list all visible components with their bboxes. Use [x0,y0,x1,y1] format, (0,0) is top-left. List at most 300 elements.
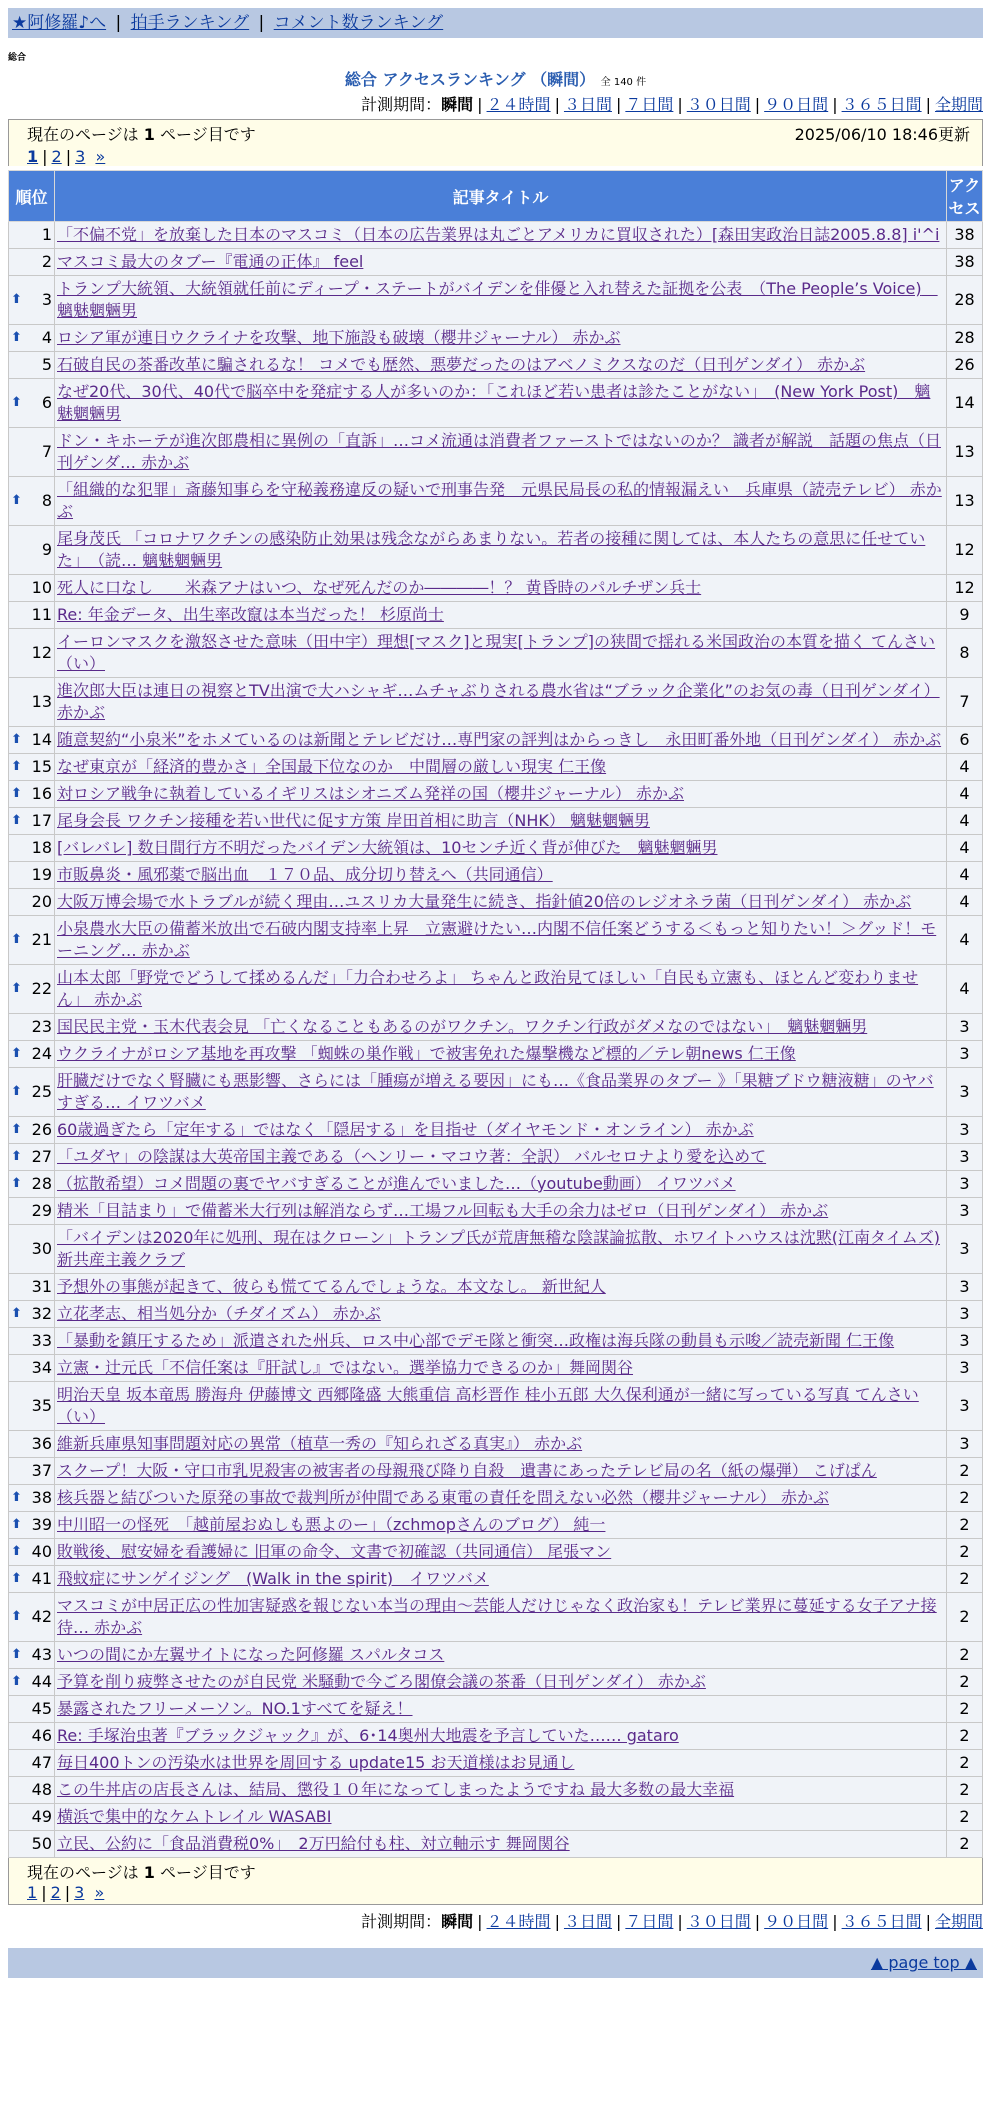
rank-number: 48 [31,1780,52,1799]
access-count: 4 [947,808,983,835]
rank-number: 45 [31,1699,52,1718]
rank-up-arrow-icon: ⬆ [11,1544,22,1559]
article-link[interactable]: 肝臓だけでなく腎臓にも悪影響、さらには「腫瘍が増える要因」にも…《食品業界のタブー 》「果糖ブドウ糖液糖」のヤバすぎる… イワツバメ [57,1071,934,1112]
title-cell [55,1117,947,1144]
period-link[interactable]: ３６５日間 [841,1912,922,1931]
rank-cell [9,276,55,325]
table-row [9,889,983,916]
rank-cell [9,1068,55,1117]
rank-cell [9,249,55,276]
comment-ranking-link[interactable]: コメント数ランキング [273,13,444,33]
article-link[interactable]: いつの間にか左翼サイトになった阿修羅 スパルタコス [57,1645,445,1664]
page-top-bar [8,1948,983,1978]
article-link[interactable]: トランプ大統領、大統領就任前にディープ・ステートがバイデンを俳優と入れ替えた証拠を公表 （The People’s Voice) 魑魅魍魎男 [57,279,938,320]
article-link[interactable]: 維新兵庫県知事問題対応の異常（植草一秀の『知られざる真実』） 赤かぶ [57,1434,583,1453]
article-link[interactable]: 「組織的な犯罪」斎藤知事らを守秘義務違反の疑いで刑事告発 元県民局長の私的情報漏えい 兵庫県（読売テレビ） 赤かぶ [57,480,942,521]
rank-number: 17 [31,811,52,830]
rank-cell [9,1777,55,1804]
table-row [9,1274,983,1301]
title-cell [55,222,947,249]
clap-ranking-link[interactable]: 拍手ランキング [130,13,250,33]
rank-number: 31 [31,1277,52,1296]
access-count: 3 [947,1014,983,1041]
rank-number: 41 [31,1569,52,1588]
table-row [9,1014,983,1041]
article-link[interactable]: 予算を削り疲弊させたのが自民党 米騒動で今ごろ閣僚会議の茶番（日刊ゲンダイ） 赤かぶ [57,1672,706,1691]
table-row [9,1512,983,1539]
page-top-link[interactable]: ▲ page top ▲ [870,1953,977,1972]
rank-cell [9,1382,55,1431]
title-cell [55,965,947,1014]
period-link[interactable]: 全期間 [934,95,983,114]
rank-cell [9,222,55,249]
page-separator: | [41,1883,47,1902]
rank-cell [9,477,55,526]
table-row [9,1669,983,1696]
rank-cell [9,1014,55,1041]
article-link[interactable]: マスコミ最大のタブー『電通の正体』 feel [57,252,364,271]
article-link[interactable]: 死人に口なし 米森アナはいつ、なぜ死んだのか――――！？ 黄昏時のパルチザン兵士 [57,578,702,597]
title-cell [55,477,947,526]
table-row [9,526,983,575]
table-row [9,835,983,862]
article-link[interactable]: 市販鼻炎・風邪薬で脳出血 １７０品、成分切り替えへ（共同通信） [57,865,553,884]
access-count: 2 [947,1777,983,1804]
access-count: 3 [947,1301,983,1328]
page-link[interactable]: 2 [50,1883,61,1902]
rank-number: 9 [41,540,52,559]
title-cell [55,1198,947,1225]
rank-up-arrow-icon: ⬆ [11,1517,22,1532]
title-cell [55,276,947,325]
title-cell [55,1777,947,1804]
table-row [9,1777,983,1804]
title-cell [55,781,947,808]
title-cell [55,1041,947,1068]
article-link[interactable]: 精米「目詰まり」で備蓄米大行列は解消ならず…工場フル回転も大手の余力はゼロ（日刊ゲンダイ） 赤かぶ [57,1201,829,1220]
access-count: 2 [947,1485,983,1512]
page-link[interactable]: 2 [51,147,62,166]
pagination-top [27,147,970,166]
table-row [9,1225,983,1274]
access-count: 4 [947,965,983,1014]
table-row [9,1750,983,1777]
article-link[interactable]: イーロンマスクを激怒させた意味（田中宇）理想[マスク]と現実[トランプ]の狭間で揺れる米国政治の本質を描く てんさい（い） [57,632,936,673]
rank-number: 11 [31,605,52,624]
rank-cell [9,678,55,727]
access-count: 3 [947,1328,983,1355]
rank-cell [9,1696,55,1723]
article-link[interactable]: ウクライナがロシア基地を再攻撃 「蜘蛛の巣作戦」で被害免れた爆撃機など標的／テレ朝news 仁王像 [57,1044,796,1063]
access-count: 12 [947,575,983,602]
article-link[interactable]: 立花孝志、相当処分か（チダイズム） 赤かぶ [57,1304,381,1323]
period-link[interactable]: ３日間 [563,1912,612,1931]
access-count: 4 [947,781,983,808]
article-link[interactable]: 尾身会長 ワクチン接種を若い世代に促す方策 岸田首相に助言（NHK） 魑魅魍魎男 [57,811,650,830]
period-separator: | [477,95,483,114]
next-page-link[interactable]: » [94,1883,105,1902]
rank-cell [9,1831,55,1858]
rank-number: 43 [31,1645,52,1664]
updated-timestamp: 2025/06/10 18:46更新 [794,125,970,144]
article-link[interactable]: 「不偏不党」を放棄した日本のマスコミ（日本の広告業界は丸ごとアメリカに買収された）[森田実政治日誌2005.8.8] i'^i [57,225,940,244]
rank-number: 42 [31,1607,52,1626]
article-link[interactable]: 予想外の事態が起きて、彼らも慌ててるんでしょうな。本文なし。 新世紀人 [57,1277,606,1296]
current-page-text: 現在のページは 1 ページ目です [27,125,256,144]
rank-cell [9,629,55,678]
article-link[interactable]: 立憲・辻元氏「不信任案は『肝試し』ではない。選挙協力できるのか」舞岡関谷 [57,1358,634,1377]
page-link[interactable]: 3 [74,1883,85,1902]
access-count: 3 [947,1144,983,1171]
rank-number: 46 [31,1726,52,1745]
title-cell [55,1144,947,1171]
rank-up-arrow-icon: ⬆ [11,786,22,801]
rank-number: 12 [31,643,52,662]
rank-number: 16 [31,784,52,803]
table-row [9,1041,983,1068]
article-link[interactable]: 進次郎大臣は連日の視察とTV出演で大ハシャギ…ムチャぶりされる農水省は“ブラック企業化”のお気の毒（日刊ゲンダイ） 赤かぶ [57,681,940,722]
rank-up-arrow-icon: ⬆ [11,395,22,410]
access-count: 4 [947,916,983,965]
title-cell [55,1669,947,1696]
article-link[interactable]: スクープ！大阪・守口市乳児殺害の被害者の母親飛び降り自殺 遺書にあったテレビ局の名（紙の爆弾） こげぱん [57,1461,877,1480]
table-row [9,916,983,965]
table-row [9,276,983,325]
rank-number: 44 [31,1672,52,1691]
title-cell [55,325,947,352]
article-link[interactable]: Re: 年金データ、出生率改竄は本当だった！ 杉原尚士 [57,605,444,624]
period-separator: | [754,1912,761,1931]
rank-up-arrow-icon: ⬆ [11,330,22,345]
access-count: 3 [947,1068,983,1117]
article-link[interactable]: 明治天皇 坂本竜馬 勝海舟 伊藤博文 西郷隆盛 大熊重信 高杉晋作 桂小五郎 大久保利通が一緒に写っている写真 てんさい（い） [57,1385,919,1426]
period-separator: | [677,95,683,114]
page-separator: | [64,1883,71,1902]
title-cell [55,808,947,835]
rank-up-arrow-icon: ⬆ [11,1490,22,1505]
rank-cell [9,1225,55,1274]
rank-cell [9,862,55,889]
table-header-row [9,171,983,222]
period-link[interactable]: ３０日間 [686,1912,751,1931]
period-link[interactable]: ９０日間 [764,95,829,114]
title-cell [55,1355,947,1382]
rank-number: 37 [31,1461,52,1480]
title-cell [55,1382,947,1431]
rank-cell [9,1041,55,1068]
period-current: 瞬間 [441,1912,474,1931]
rank-number: 38 [31,1488,52,1507]
article-link[interactable]: なぜ東京が「経済的豊かさ」全国最下位なのか 中間層の厳しい現実 仁王像 [57,757,607,776]
article-link[interactable]: 暴露されたフリーメーソン。NO.1すべてを疑え！ [57,1699,413,1718]
rank-up-arrow-icon: ⬆ [11,1647,22,1662]
period-separator: | [925,1912,931,1931]
access-count: 2 [947,1593,983,1642]
title-cell [55,602,947,629]
title-cell [55,1328,947,1355]
rank-number: 34 [31,1358,52,1377]
access-count: 9 [947,602,983,629]
table-row [9,1382,983,1431]
period-link[interactable]: ３０日間 [686,95,751,114]
rank-cell [9,1750,55,1777]
title-cell [55,1301,947,1328]
rank-up-arrow-icon: ⬆ [11,1149,22,1164]
rank-number: 50 [31,1834,52,1853]
article-link[interactable]: この牛丼店の店長さんは、結局、懲役１０年になってしまったようですね 最大多数の最大幸福 [57,1780,735,1799]
access-count: 3 [947,1171,983,1198]
page-info-bottom [8,1858,983,1905]
article-link[interactable]: 敗戦後、慰安婦を看護婦に 旧軍の命令、文書で初確認（共同通信） 尾張マン [57,1542,612,1561]
period-link[interactable]: ３６５日間 [841,95,922,114]
rank-up-arrow-icon: ⬆ [11,493,22,508]
table-row [9,602,983,629]
access-count: 2 [947,1512,983,1539]
period-link[interactable]: ２４時間 [486,95,551,114]
article-link[interactable]: 毎日400トンの汚染水は世界を周回する update15 お天道様はお見通し [57,1753,575,1772]
period-separator: | [615,1912,622,1931]
table-row [9,1723,983,1750]
rank-cell [9,1431,55,1458]
rank-up-arrow-icon: ⬆ [11,981,22,996]
access-count: 4 [947,862,983,889]
access-count: 12 [947,526,983,575]
article-link[interactable]: 横浜で集中的なケムトレイル WASABI [57,1807,332,1826]
table-row [9,1593,983,1642]
access-count: 26 [947,352,983,379]
access-count: 2 [947,1458,983,1485]
period-separator: | [754,95,761,114]
table-row [9,965,983,1014]
rank-number: 3 [41,290,52,309]
rank-cell [9,325,55,352]
period-separator: | [925,95,931,114]
article-link[interactable]: 「暴動を鎮圧するため」派遣された州兵、ロス中心部でデモ隊と衝突…政権は海兵隊の動員も示唆／読売新聞 仁王像 [57,1331,895,1350]
rank-number: 15 [31,757,52,776]
table-row [9,249,983,276]
rank-up-arrow-icon: ⬆ [11,1609,22,1624]
access-count: 2 [947,1669,983,1696]
title-header: 記事タイトル [55,171,947,222]
period-link[interactable]: ７日間 [625,1912,674,1931]
rank-cell [9,1301,55,1328]
rank-up-arrow-icon: ⬆ [11,292,22,307]
access-count: 13 [947,428,983,477]
article-link[interactable]: Re: 手塚治虫著『ブラックジャック』が、6･14奥州大地震を予言していた…… gataro [57,1726,679,1745]
title-cell [55,1431,947,1458]
title-cell [55,629,947,678]
rank-cell [9,1328,55,1355]
rank-cell [9,428,55,477]
period-label: 計測期間： [361,95,442,114]
title-cell [55,1225,947,1274]
article-link[interactable]: 「ユダヤ」の陰謀は大英帝国主義である（ヘンリー・マコウ著：全訳） バルセロナより愛を込めて [57,1147,767,1166]
rank-number: 24 [31,1044,52,1063]
title-cell [55,1750,947,1777]
title-cell [55,1171,947,1198]
table-row [9,808,983,835]
access-count: 28 [947,325,983,352]
rank-cell [9,808,55,835]
period-separator: | [677,1912,683,1931]
title-cell [55,1723,947,1750]
period-link[interactable]: ７日間 [625,95,674,114]
rank-number: 40 [31,1542,52,1561]
title-cell [55,1566,947,1593]
ranking-title: 総合 アクセスランキング （瞬間） [344,70,596,89]
article-link[interactable]: 小泉農水大臣の備蓄米放出で石破内閣支持率上昇 立憲避けたい…内閣不信任案どうする＜もっと知りたい！＞グッド！モーニング… 赤かぶ [57,919,937,960]
period-separator: | [832,1912,838,1931]
access-count: 3 [947,1382,983,1431]
article-link[interactable]: 尾身茂氏 「コロナワクチンの感染防止効果は残念ながらあまりない。若者の接種に関しては、本人たちの意思に任せていた」 （読… 魑魅魍魎男 [57,529,926,570]
rank-cell [9,1171,55,1198]
article-link[interactable]: 60歳過ぎたら「定年する」ではなく「隠居する」を目指せ（ダイヤモンド・オンライン） 赤かぶ [57,1120,754,1139]
period-separator: | [615,95,622,114]
rank-up-arrow-icon: ⬆ [11,1122,22,1137]
article-link[interactable]: 大阪万博会場で水トラブルが続く理由…ユスリカ大量発生に続き、指針値20倍のレジオネラ菌（日刊ゲンダイ） 赤かぶ [57,892,912,911]
period-separator: | [477,1912,483,1931]
article-link[interactable]: 対ロシア戦争に執着しているイギリスはシオニズム発祥の国（櫻井ジャーナル） 赤かぶ [57,784,685,803]
rank-cell [9,965,55,1014]
rank-cell [9,352,55,379]
title-cell [55,1485,947,1512]
title-cell [55,1539,947,1566]
article-link[interactable]: ドン・キホーテが進次郎農相に異例の「直訴」…コメ流通は消費者ファーストではないのか？ 識者が解説 話題の焦点（日刊ゲンダ… 赤かぶ [57,431,941,472]
access-count: 38 [947,249,983,276]
rank-up-arrow-icon: ⬆ [11,1571,22,1586]
rank-cell [9,1458,55,1485]
rank-cell [9,1512,55,1539]
article-link[interactable]: 立民、公約に「食品消費税0%」 2万円給付も柱、対立軸示す 舞岡関谷 [57,1834,570,1853]
nav-separator: | [258,13,265,33]
table-row [9,1696,983,1723]
table-row [9,1117,983,1144]
article-link[interactable]: なぜ20代、30代、40代で脳卒中を発症する人が多いのか：「これほど若い患者は診たことがない」 (New York Post) 魑魅魍魎男 [57,382,931,423]
article-link[interactable]: （拡散希望）コメ問題の裏でヤバすぎることが進んでいました…（youtube動画） イワツバメ [57,1174,736,1193]
article-link[interactable]: 核兵器と結びついた原発の事故で裁判所が仲間である東電の責任を問えない必然（櫻井ジャーナル） 赤かぶ [57,1488,829,1507]
title-cell [55,889,947,916]
article-link[interactable]: 石破自民の茶番改革に騙されるな！ コメでも歴然、悪夢だったのはアベノミクスなのだ（日刊ゲンダイ） 赤かぶ [57,355,866,374]
rank-cell [9,916,55,965]
period-link[interactable]: ３日間 [563,95,612,114]
rank-number: 23 [31,1017,52,1036]
page-link[interactable]: 1 [27,147,39,166]
rank-number: 36 [31,1434,52,1453]
rank-cell [9,1274,55,1301]
title-cell [55,727,947,754]
table-row [9,1068,983,1117]
table-row [9,727,983,754]
title-cell [55,1274,947,1301]
title-cell [55,526,947,575]
access-count: 2 [947,1566,983,1593]
period-label: 計測期間： [361,1912,442,1931]
access-count: 38 [947,222,983,249]
article-link[interactable]: 山本太郎「野党でどうして揉めるんだ」「力合わせろよ」 ちゃんと政治見てほしい「自民も立憲も、ほとんど変わりません」 赤かぶ [57,968,919,1009]
table-row [9,754,983,781]
rank-cell [9,1539,55,1566]
page-link[interactable]: 3 [75,147,86,166]
article-link[interactable]: [バレバレ] 数日間行方不明だったバイデン大統領は、10センチ近く背が伸びた 魑魅魍魎男 [57,838,718,857]
rank-up-arrow-icon: ⬆ [11,1084,22,1099]
access-count: 3 [947,1041,983,1068]
ranking-table [8,170,983,1858]
rank-up-arrow-icon: ⬆ [11,1674,22,1689]
home-link[interactable]: ★阿修羅♪へ [12,13,107,33]
article-link[interactable]: マスコミが中居正広の性加害疑惑を報じない本当の理由～芸能人だけじゃなく政治家も！テレビ業界に蔓延する女子アナ接待… 赤かぶ [57,1596,937,1637]
period-separator: | [554,95,560,114]
category-label: 総合 [8,53,27,63]
table-row [9,1171,983,1198]
access-count: 3 [947,1431,983,1458]
title-cell [55,249,947,276]
rank-number: 32 [31,1304,52,1323]
rank-number: 47 [31,1753,52,1772]
period-link[interactable]: ９０日間 [764,1912,829,1931]
title-cell [55,352,947,379]
rank-number: 7 [41,442,52,461]
rank-cell [9,379,55,428]
rank-number: 30 [31,1239,52,1258]
article-link[interactable]: ロシア軍が連日ウクライナを攻撃、地下施設も破壊（櫻井ジャーナル） 赤かぶ [57,328,621,347]
access-count: 3 [947,1274,983,1301]
table-row [9,477,983,526]
article-link[interactable]: 飛蚊症にサンゲイジング (Walk in the spirit) イワツバメ [57,1569,489,1588]
access-count: 4 [947,835,983,862]
page-link[interactable]: 1 [27,1883,38,1902]
access-count: 2 [947,1696,983,1723]
title-cell [55,1458,947,1485]
access-count: 2 [947,1539,983,1566]
period-link[interactable]: ２４時間 [486,1912,551,1931]
article-link[interactable]: 中川昭一の怪死 「越前屋おぬしも悪よのー」（zchmopさんのブログ） 純一 [57,1515,606,1534]
article-link[interactable]: 国民民主党・玉木代表会見 「亡くなることもあるのがワクチン。ワクチン行政がダメなのではない」 魑魅魍魎男 [57,1017,868,1036]
rank-number: 13 [31,692,52,711]
page-info-top [8,119,983,166]
access-count: 8 [947,629,983,678]
rank-cell [9,754,55,781]
rank-cell [9,1804,55,1831]
period-link[interactable]: 全期間 [934,1912,983,1931]
rank-number: 4 [41,328,52,347]
table-row [9,428,983,477]
rank-cell [9,1355,55,1382]
table-row [9,1198,983,1225]
table-row [9,325,983,352]
table-row [9,1642,983,1669]
rank-number: 18 [31,838,52,857]
table-row [9,1355,983,1382]
rank-number: 19 [31,865,52,884]
nav-separator: | [115,13,122,33]
table-row [9,379,983,428]
rank-number: 5 [41,355,52,374]
article-link[interactable]: 「バイデンは2020年に処刑、現在はクローン」トランプ氏が荒唐無稽な陰謀論拡散、ホワイトハウスは沈黙(江南タイムズ) 新共産主義クラブ [57,1228,940,1269]
access-count: 2 [947,1642,983,1669]
rank-cell [9,1485,55,1512]
rank-number: 26 [31,1120,52,1139]
rank-number: 33 [31,1331,52,1350]
access-count: 3 [947,1117,983,1144]
rank-number: 20 [31,892,52,911]
title-cell [55,1831,947,1858]
rank-cell [9,1669,55,1696]
next-page-link[interactable]: » [95,147,106,166]
article-link[interactable]: 随意契約“小泉米”をホメているのは新聞とテレビだけ…専門家の評判はからっきし 永田町番外地（日刊ゲンダイ） 赤かぶ [57,730,942,749]
table-row [9,1831,983,1858]
title-cell [55,1014,947,1041]
rank-up-arrow-icon: ⬆ [11,759,22,774]
